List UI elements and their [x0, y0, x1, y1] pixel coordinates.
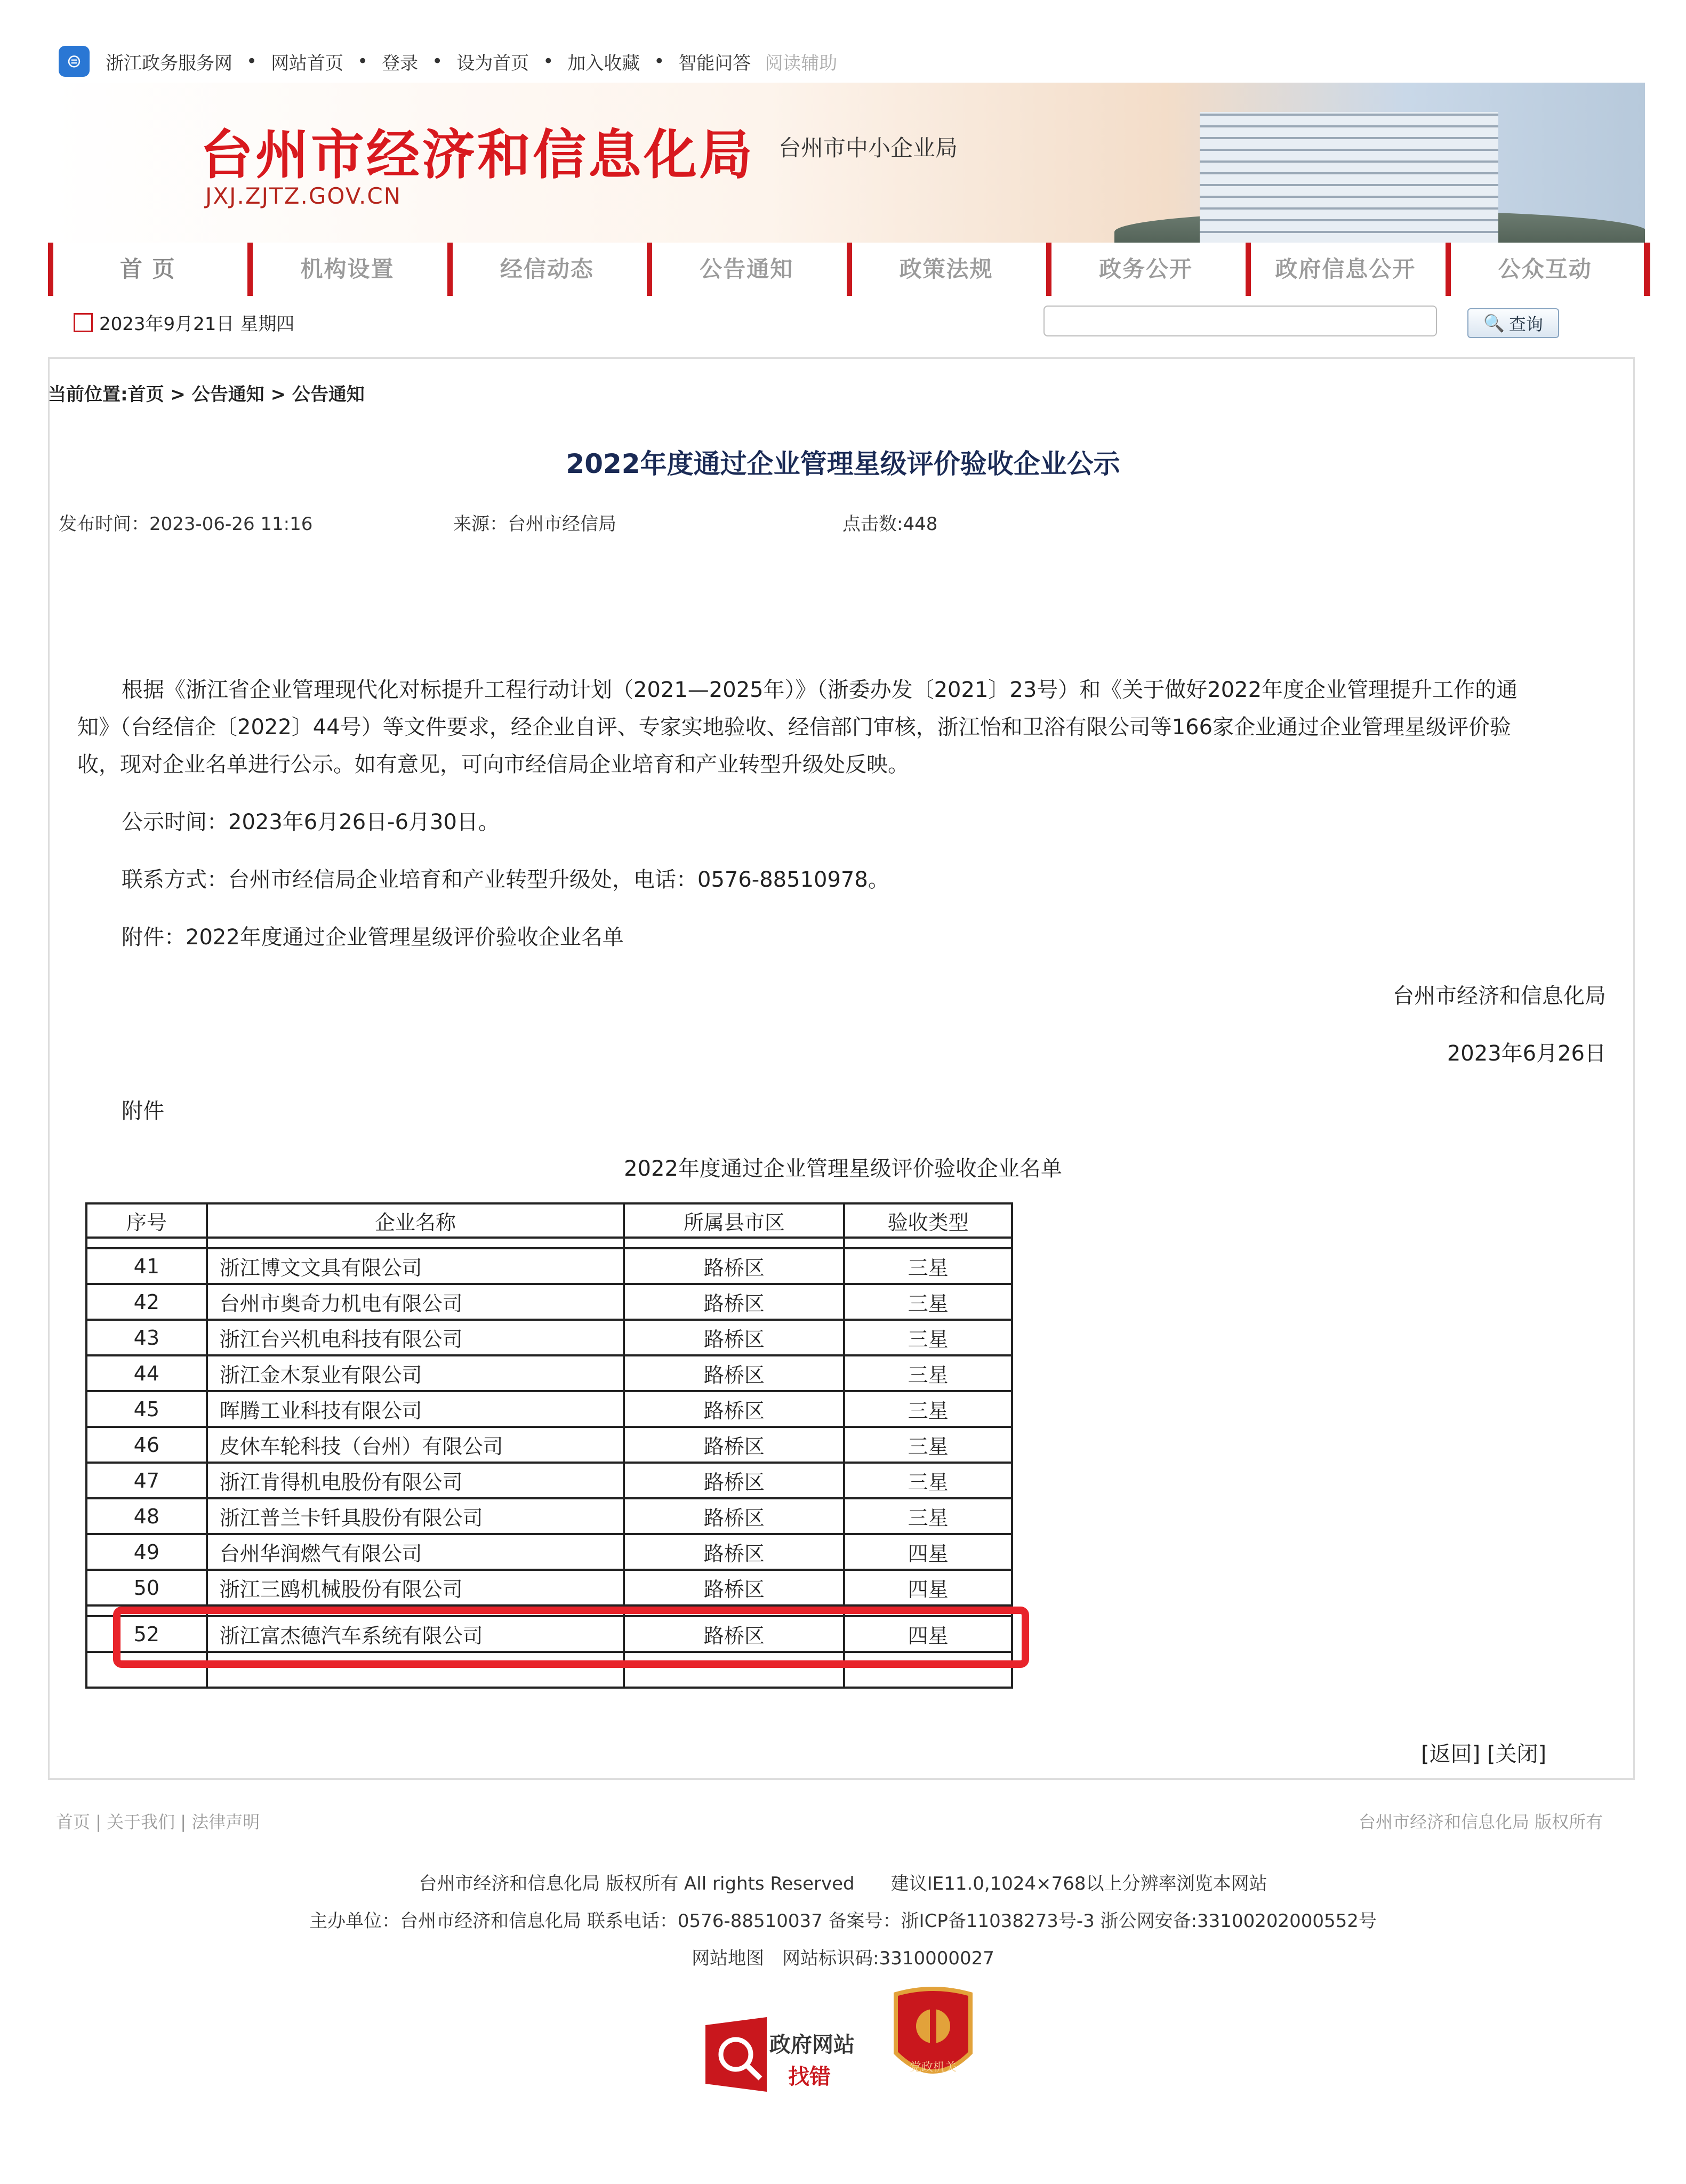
badge2-text: 党政机关 [909, 2061, 957, 2074]
cell-index: 52 [86, 1616, 207, 1652]
current-date: 2023年9月21日 星期四 [99, 314, 295, 335]
calendar-icon [74, 313, 93, 332]
cell-district: 路桥区 [624, 1284, 844, 1320]
cell-type: 三星 [844, 1463, 1012, 1498]
content-frame-bottom [48, 1725, 1635, 1780]
nav-announcements[interactable]: 公告通知 [647, 243, 846, 296]
cell-company: 浙江富杰德汽车系统有限公司 [207, 1616, 624, 1652]
table-row [86, 1284, 1012, 1320]
list-title: 2022年度通过企业管理星级评价验收企业名单 [624, 1157, 1062, 1181]
notice-period: 公示时间：2023年6月26日-6月30日。 [122, 810, 500, 834]
link-login[interactable]: 登录 [382, 52, 419, 74]
cell-type: 三星 [844, 1355, 1012, 1391]
cell-company: 浙江普兰卡钎具股份有限公司 [207, 1498, 624, 1534]
separator-dot: • [432, 51, 443, 72]
article-title: 2022年度通过企业管理星级评价验收企业公示 [566, 448, 1120, 479]
cell-type: 三星 [844, 1284, 1012, 1320]
footer-line2: 主办单位：台州市经济和信息化局 联系电话：0576-88510037 备案号：浙ICP备11038273号-3 浙公网安备:33100202000552号 [309, 1910, 1377, 1932]
table-row [86, 1570, 1012, 1605]
top-utility-bar [59, 43, 851, 80]
cell-district: 路桥区 [624, 1320, 844, 1355]
footer-line1: 台州市经济和信息化局 版权所有 All rights Reserved 建议IE11.0,1024×768以上分辨率浏览本网站 [419, 1873, 1267, 1894]
cell-company: 浙江三鸥机械股份有限公司 [207, 1570, 624, 1605]
nav-news[interactable]: 经信动态 [447, 243, 647, 296]
breadcrumb: 当前位置:首页 > 公告通知 > 公告通知 [48, 384, 365, 405]
header-type: 验收类型 [844, 1203, 1012, 1238]
hit-count: 点击数:448 [842, 513, 938, 535]
cell-index: 42 [86, 1284, 207, 1320]
table-row [86, 1320, 1012, 1355]
cell-district: 路桥区 [624, 1534, 844, 1570]
footer-copyright-right: 台州市经济和信息化局 版权所有 [1359, 1812, 1603, 1832]
banner-building-image [1200, 112, 1498, 243]
clipped-cell [86, 1238, 207, 1248]
cell-type: 四星 [844, 1570, 1012, 1605]
cell-district: 路桥区 [624, 1570, 844, 1605]
link-set-homepage[interactable]: 设为首页 [456, 52, 529, 74]
cell-district: 路桥区 [624, 1391, 844, 1427]
date-bar [74, 309, 294, 335]
table-row [86, 1427, 1012, 1463]
cell-index: 47 [86, 1463, 207, 1498]
cell-district: 路桥区 [624, 1427, 844, 1463]
body-paragraph-line3: 收，现对企业名单进行公示。如有意见，可向市经信局企业培育和产业转型升级处反映。 [77, 752, 909, 777]
search-button[interactable] [1467, 308, 1559, 338]
site-domain: JXJ.ZJTZ.GOV.CN [205, 183, 402, 209]
cell-index: 43 [86, 1320, 207, 1355]
article-source: 来源：台州市经信局 [453, 513, 616, 535]
cell-company: 浙江台兴机电科技有限公司 [207, 1320, 624, 1355]
cell-district: 路桥区 [624, 1498, 844, 1534]
cell-district: 路桥区 [624, 1616, 844, 1652]
body-paragraph-line1: 根据《浙江省企业管理现代化对标提升工程行动计划（2021—2025年）》（浙委办发〔2021〕23号）和《关于做好2022年度企业管理提升工作的通 [122, 678, 1518, 702]
cell-type: 四星 [844, 1534, 1012, 1570]
cell-company: 晖腾工业科技有限公司 [207, 1391, 624, 1427]
nav-organization[interactable]: 机构设置 [247, 243, 447, 296]
table-row [86, 1238, 1012, 1248]
nav-home[interactable]: 首 页 [48, 243, 247, 296]
separator-dot: • [246, 51, 258, 72]
cell-district: 路桥区 [624, 1463, 844, 1498]
clipped-cell [844, 1238, 1012, 1248]
nav-policies[interactable]: 政策法规 [847, 243, 1046, 296]
search-icon: 🔍 [1483, 313, 1505, 333]
back-close-links[interactable]: [返回] [关闭] [1421, 1742, 1547, 1767]
cell-index: 49 [86, 1534, 207, 1570]
link-add-favorite[interactable]: 加入收藏 [567, 52, 640, 74]
table-row [86, 1248, 1012, 1284]
cell-type: 四星 [844, 1616, 1012, 1652]
clipped-cell [624, 1238, 844, 1248]
cell-type: 三星 [844, 1391, 1012, 1427]
party-gov-badge[interactable] [890, 1984, 976, 2090]
table-row [86, 1355, 1012, 1391]
nav-gov-affairs[interactable]: 政务公开 [1046, 243, 1246, 296]
link-reading-aid[interactable]: 阅读辅助 [765, 52, 838, 74]
badge1-bottom-text: 找错 [788, 2065, 831, 2089]
header-company: 企业名称 [207, 1203, 624, 1238]
cell-type: 三星 [844, 1427, 1012, 1463]
link-home[interactable]: 网站首页 [271, 52, 344, 74]
separator-dot: • [357, 51, 368, 72]
table-row [86, 1498, 1012, 1534]
nav-end-divider [1644, 243, 1650, 296]
body-paragraph-line2: 知》（台经信企〔2022〕44号）等文件要求，经企业自评、专家实地验收、经信部门审核，浙江怡和卫浴有限公司等166家企业通过企业管理星级评价验 [77, 715, 1512, 740]
search-button-label: 查询 [1508, 314, 1543, 334]
highlight-annotation-box [113, 1607, 1029, 1668]
separator-dot: • [543, 51, 554, 72]
site-banner [48, 83, 1645, 243]
attachment-label: 附件 [122, 1099, 164, 1123]
cell-type: 三星 [844, 1498, 1012, 1534]
cell-company: 台州市奥奇力机电有限公司 [207, 1284, 624, 1320]
cell-company: 浙江博文文具有限公司 [207, 1248, 624, 1284]
cell-index: 44 [86, 1355, 207, 1391]
link-smart-qa[interactable]: 智能问答 [678, 52, 751, 74]
sign-date: 2023年6月26日 [1447, 1041, 1606, 1066]
nav-gov-info[interactable]: 政府信息公开 [1246, 243, 1445, 296]
cell-district: 路桥区 [624, 1355, 844, 1391]
footer-links[interactable]: 首页 | 关于我们 | 法律声明 [56, 1812, 260, 1832]
attachment-note: 附件：2022年度通过企业管理星级评价验收企业名单 [122, 925, 624, 950]
cell-index: 48 [86, 1498, 207, 1534]
cell-company: 浙江肯得机电股份有限公司 [207, 1463, 624, 1498]
search-input[interactable] [1043, 306, 1437, 336]
signature: 台州市经济和信息化局 [1393, 984, 1606, 1008]
contact-info: 联系方式：台州市经信局企业培育和产业转型升级处，电话：0576-88510978。 [122, 868, 889, 892]
cell-company: 皮休车轮科技（台州）有限公司 [207, 1427, 624, 1463]
cell-company: 浙江金木泵业有限公司 [207, 1355, 624, 1391]
link-zjzwfw[interactable]: 浙江政务服务网 [106, 52, 232, 74]
site-title: 台州市经济和信息化局 [200, 123, 754, 186]
badge1-top-text: 政府网站 [769, 2033, 855, 2057]
header-district: 所属县市区 [624, 1203, 844, 1238]
table-row [86, 1391, 1012, 1427]
zhejiang-gov-logo-icon[interactable]: ⊜ [59, 46, 90, 77]
cell-index: 41 [86, 1248, 207, 1284]
header-index: 序号 [86, 1203, 207, 1238]
cell-type: 三星 [844, 1248, 1012, 1284]
cell-district: 路桥区 [624, 1248, 844, 1284]
table-header-row [86, 1203, 1012, 1238]
cell-type: 三星 [844, 1320, 1012, 1355]
cell-index: 46 [86, 1427, 207, 1463]
separator-dot: • [654, 51, 665, 72]
table-row [86, 1463, 1012, 1498]
cell-company: 台州华润燃气有限公司 [207, 1534, 624, 1570]
main-nav [48, 243, 1645, 296]
nav-public-interaction[interactable]: 公众互动 [1446, 243, 1645, 296]
clipped-cell [207, 1238, 624, 1248]
cell-index: 45 [86, 1391, 207, 1427]
site-subtitle: 台州市中小企业局 [778, 135, 958, 161]
footer-line3: 网站地图 网站标识码:3310000027 [692, 1948, 994, 1969]
cell-index: 50 [86, 1570, 207, 1605]
publish-time: 发布时间：2023-06-26 11:16 [59, 513, 313, 535]
table-row [86, 1534, 1012, 1570]
gov-site-error-report-badge[interactable] [703, 2014, 857, 2094]
